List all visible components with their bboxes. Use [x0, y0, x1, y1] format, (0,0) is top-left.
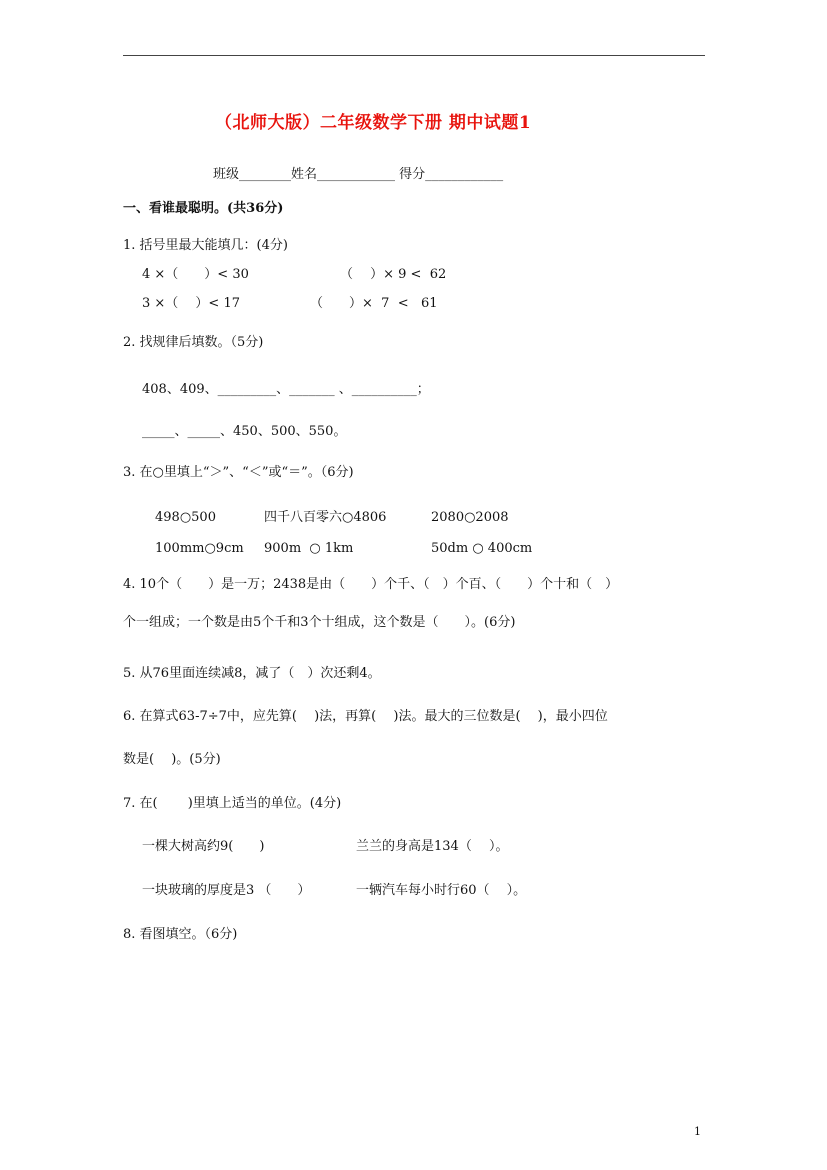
q7-item-c: 一块玻璃的厚度是3 （ ） [142, 883, 311, 898]
page-number: 1 [694, 1125, 701, 1138]
q1-item-b: （ ）× 9 < 62 [340, 267, 447, 282]
q7-item-d: 一辆汽车每小时行60（ ）。 [356, 883, 527, 898]
header-rule [123, 55, 705, 56]
q3-item-a: 498○500 [155, 510, 216, 525]
q2-line2: _____、_____、450、500、550。 [142, 424, 347, 439]
q7-item-a: 一棵大树高约9( ) [142, 839, 265, 854]
section-heading: 一、看谁最聪明。(共36分) [123, 201, 284, 216]
q2-line1: 408、409、_________、_______ 、__________； [142, 382, 430, 397]
q7-item-b: 兰兰的身高是134（ ）。 [356, 839, 509, 854]
q3-item-c: 2080○2008 [431, 510, 509, 525]
q3-item-b: 四千八百零六○4806 [264, 510, 387, 525]
q1-stem: 1. 括号里最大能填几：(4分) [123, 238, 288, 253]
q4-line1: 4. 10个（ ）是一万；2438是由（ ）个千、（ ）个百、（ ）个十和（ ） [123, 577, 619, 592]
q5: 5. 从76里面连续减8，减了（ ）次还剩4。 [123, 666, 381, 681]
document-title: （北师大版）二年级数学下册 期中试题1 [215, 113, 532, 133]
q1-item-c: 3 ×（ ）< 17 [142, 296, 240, 311]
q4-line2: 个一组成；一个数是由5个千和3个十组成，这个数是（ ）。(6分) [123, 615, 516, 630]
q3-item-f: 50dm ○ 400cm [431, 541, 533, 556]
q2-stem: 2. 找规律后填数。（5分) [123, 335, 264, 350]
q3-item-d: 100mm○9cm [155, 541, 244, 556]
q6-line1: 6. 在算式63-7÷7中，应先算( )法，再算( )法。最大的三位数是( )，最小四位 [123, 709, 608, 724]
q1-item-d: （ ）× 7 < 61 [310, 296, 438, 311]
q1-item-a: 4 ×（ ）< 30 [142, 267, 249, 282]
q7-stem: 7. 在( )里填上适当的单位。(4分) [123, 796, 342, 811]
info-line: 班级________姓名____________ 得分____________ [213, 167, 504, 182]
q6-line2: 数是( )。(5分) [123, 752, 221, 767]
q3-item-e: 900m ○ 1km [264, 541, 354, 556]
q3-stem: 3. 在○里填上“＞”、“＜”或“＝”。（6分) [123, 465, 354, 480]
q8-stem: 8. 看图填空。（6分) [123, 927, 238, 942]
